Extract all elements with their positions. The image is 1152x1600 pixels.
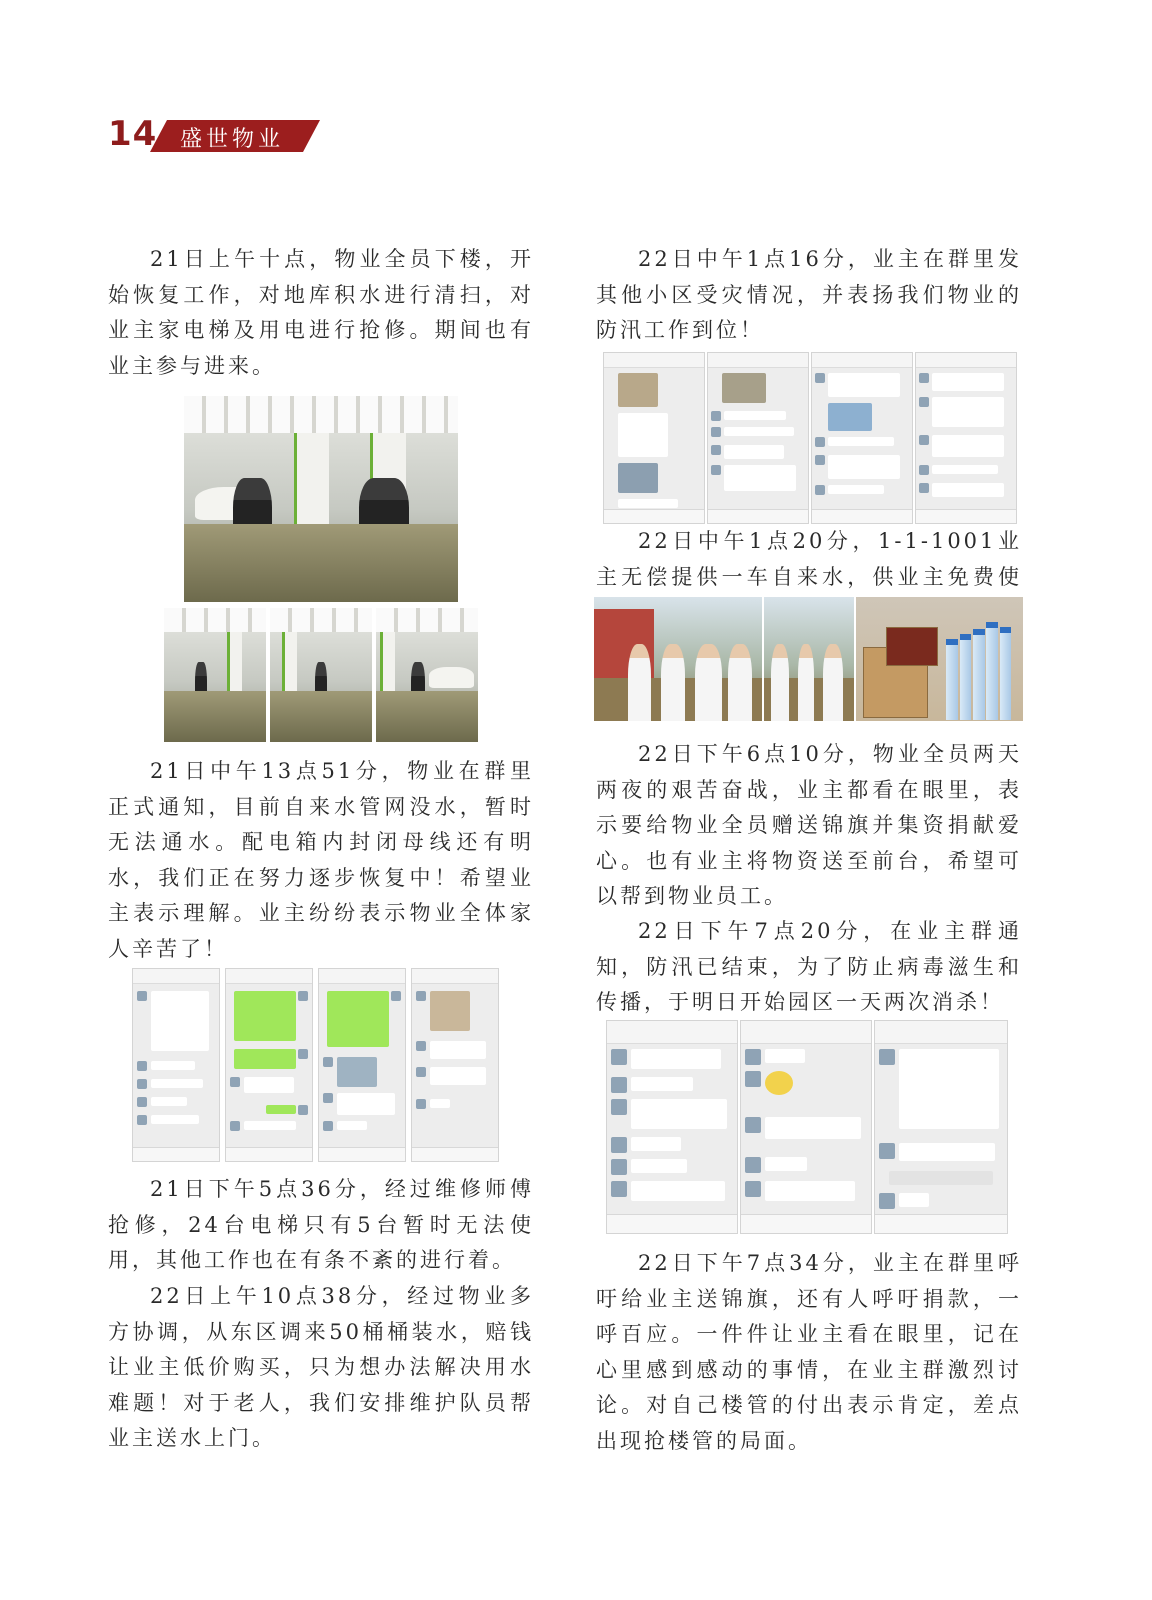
chat-screenshot-5 [603,352,705,524]
chat-screenshot-9 [606,1020,738,1234]
right-paragraph-1: 22日中午1点16分，业主在群里发其他小区受灾情况，并表扬我们物业的防汛工作到位！ [596,247,1022,342]
chat-screenshot-1 [132,968,220,1162]
chat-screenshot-3 [318,968,406,1162]
left-paragraph-2: 21日中午13点51分，物业在群里正式通知，目前自来水管网没水，暂时无法通水。配电箱内封闭母线还有明水，我们正在努力逐步恢复中！希望业主表示理解。业主纷纷表示物业全体家人辛苦了！ [108,759,534,961]
right-paragraph-3: 22日下午6点10分，物业全员两天两夜的艰苦奋战，业主都看在眼里，表示要给物业全员赠送锦旗并集资捐献爱心。也有业主将物资送至前台，希望可以帮到物业员工。 [596,742,1022,908]
left-paragraph-1: 21日上午十点，物业全员下楼，开始恢复工作，对地库积水进行清扫，对业主家电梯及用电进行抢修。期间也有业主参与进来。 [108,247,534,378]
water-truck-photo-2 [764,597,854,721]
water-truck-photo-1 [594,597,762,721]
garage-cleanup-photo [184,396,458,602]
garage-photo-small-3 [376,608,478,742]
chat-screenshot-6 [707,352,809,524]
garage-photo-small-1 [164,608,266,742]
chat-screenshot-8 [915,352,1017,524]
right-paragraph-4: 22日下午7点20分，在业主群通知，防汛已结束，为了防止病毒滋生和传播，于明日开始园区一天两次消杀！ [596,919,1022,1014]
chat-screenshot-4 [411,968,499,1162]
chat-screenshot-11 [874,1020,1008,1234]
chat-screenshot-2 [225,968,313,1162]
right-paragraph-2: 22日中午1点20分，1-1-1001业主无偿提供一车自来水，供业主免费使 [596,529,1022,589]
page-number: 14 [108,114,158,154]
right-paragraph-5: 22日下午7点34分，业主在群里呼吁给业主送锦旗，还有人呼吁捐款，一呼百应。一件件让业主看在眼里，记在心里感到感动的事情，在业主群激烈讨论。对自己楼管的付出表示肯定，差点出现抢楼管的局面。 [596,1251,1022,1453]
left-paragraph-4: 22日上午10点38分，经过物业多方协调，从东区调来50桶桶装水，赔钱让业主低价购买，只为想办法解决用水难题！对于老人，我们安排维护队员帮业主送水上门。 [108,1284,534,1450]
donated-supplies-photo [856,597,1023,721]
left-paragraph-3: 21日下午5点36分，经过维修师傅抢修，24台电梯只有5台暂时无法使用，其他工作也在有条不紊的进行着。 [108,1177,534,1272]
chat-screenshot-7 [811,352,913,524]
chat-screenshot-10 [740,1020,872,1234]
garage-photo-small-2 [270,608,372,742]
section-title: 盛世物业 [180,127,285,152]
